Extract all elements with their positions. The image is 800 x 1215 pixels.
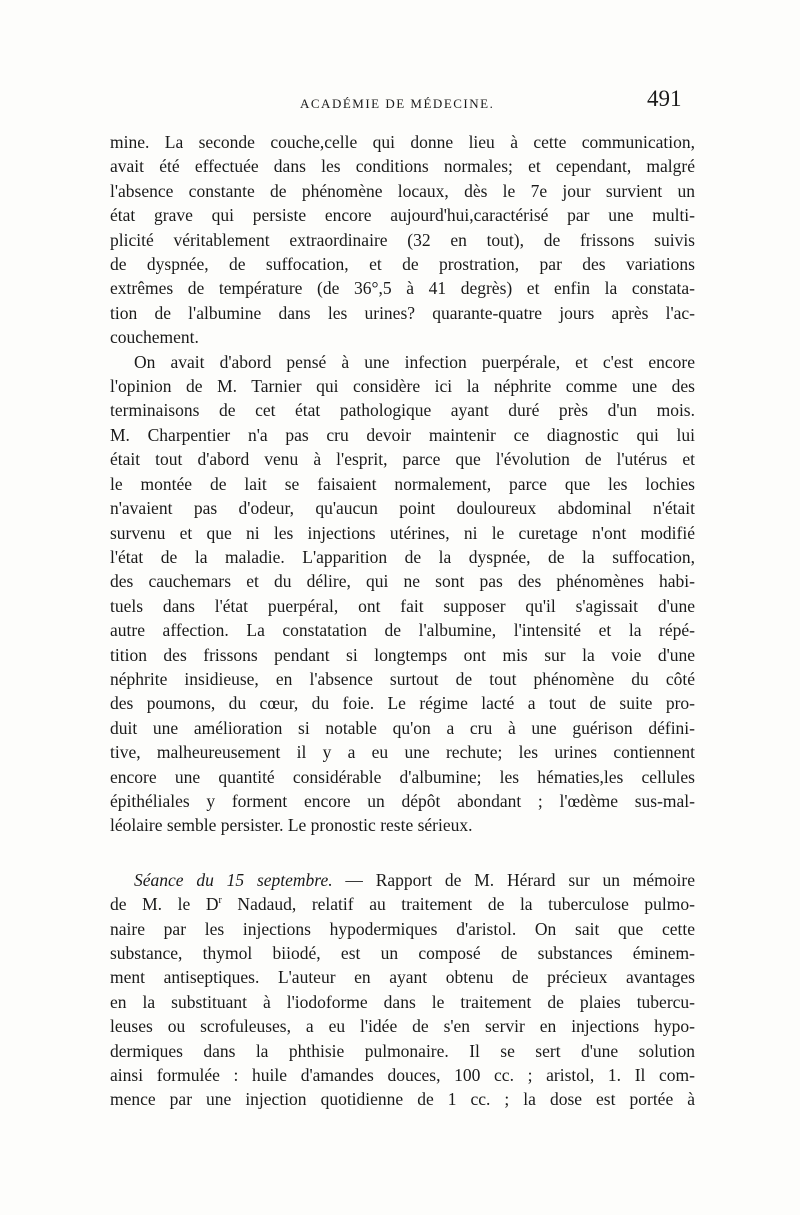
text-line <box>110 892 695 916</box>
text-line: couchement. <box>110 327 199 348</box>
text-line: dermiques dans la phthisie pulmonaire. Il se sert d'une solution <box>110 1040 695 1061</box>
text-line: ment antiseptiques. L'auteur en ayant obtenu de précieux avantages <box>110 967 695 988</box>
text-line: extrêmes de température (de 36°,5 à 41 degrès) et enfin la constata- <box>110 278 695 299</box>
paragraph-1 <box>110 130 695 350</box>
text-line: des cauchemars et du délire, qui ne sont pas des phénomènes habi- <box>110 571 695 592</box>
line-start: de M. le D <box>110 894 219 915</box>
section-gap <box>110 838 695 868</box>
session-date: Séance du 15 septembre. <box>134 869 333 890</box>
text-line <box>110 868 695 892</box>
text-line: l'état de la maladie. L'apparition de la dyspnée, de la suffocation, <box>110 546 695 567</box>
text-line: ainsi formulée : huile d'amandes douces, 100 cc. ; aristol, 1. Il com- <box>110 1065 695 1086</box>
text-line: léolaire semble persister. Le pronostic reste sérieux. <box>110 815 473 836</box>
text-line: n'avaient pas d'odeur, qu'aucun point douloureux abdominal n'était <box>110 498 695 519</box>
report-heading: — Rapport de M. Hérard sur un mémoire <box>332 869 696 890</box>
superscript: r <box>218 895 222 907</box>
paragraph-2 <box>110 350 695 838</box>
text-line: des poumons, du cœur, du foie. Le régime lacté a tout de suite pro- <box>110 693 695 714</box>
text-line: l'absence constante de phénomène locaux, dès le 7e jour survient un <box>110 180 695 201</box>
text-line: mine. La seconde couche,celle qui donne lieu à cette communication, <box>110 132 695 152</box>
text-line: de dyspnée, de suffocation, et de prostration, par des variations <box>110 254 695 275</box>
text-line: tive, malheureusement il y a eu une rechute; les urines contiennent <box>110 742 695 763</box>
text-line: tion de l'albumine dans les urines? quarante-quatre jours après l'ac- <box>110 302 695 323</box>
text-line: tuels dans l'état puerpéral, ont fait supposer qu'il s'agissait d'une <box>110 595 695 616</box>
text-line: plicité véritablement extraordinaire (32 en tout), de frissons suivis <box>110 229 695 250</box>
text-line: avait été effectuée dans les conditions normales; et cependant, malgré <box>110 156 695 177</box>
text-line: néphrite insidieuse, en l'absence surtout de tout phénomène du côté <box>110 668 695 689</box>
text-line: On avait d'abord pensé à une infection puerpérale, et c'est encore <box>134 351 695 372</box>
text-line: était tout d'abord venu à l'esprit, parce que l'évolution de l'utérus et <box>110 449 695 470</box>
text-line: mence par une injection quotidienne de 1 cc. ; la dose est portée à <box>110 1089 695 1110</box>
body-text <box>110 130 695 1112</box>
text-line: épithéliales y forment encore un dépôt abondant ; l'œdème sus-mal- <box>110 790 695 811</box>
text-line: naire par les injections hypodermiques d'aristol. On sait que cette <box>110 918 695 939</box>
text-line: leuses ou scrofuleuses, a eu l'idée de s'en servir en injections hypo- <box>110 1016 695 1037</box>
text-line: tition des frissons pendant si longtemps ont mis sur la voie d'une <box>110 644 695 665</box>
text-line: duit une amélioration si notable qu'on a cru à une guérison défini- <box>110 717 695 738</box>
running-head: ACADÉMIE DE MÉDECINE. <box>300 96 495 111</box>
text-line: M. Charpentier n'a pas cru devoir maintenir ce diagnostic qui lui <box>110 424 695 445</box>
paragraph-3 <box>110 868 695 1112</box>
text-line: autre affection. La constatation de l'albumine, l'intensité et la répé- <box>110 620 695 641</box>
text-line: le montée de lait se faisaient normalement, parce que les lochies <box>110 473 695 494</box>
line-rest: Nadaud, relatif au traitement de la tuberculose pulmo- <box>221 894 695 915</box>
text-line: terminaisons de cet état pathologique ayant duré près d'un mois. <box>110 400 695 421</box>
text-line: encore une quantité considérable d'albumine; les hématies,les cellules <box>110 766 695 787</box>
page-number: 491 <box>647 86 682 111</box>
text-line: en la substituant à l'iodoforme dans le traitement de plaies tubercu- <box>110 991 695 1012</box>
text-line: état grave qui persiste encore aujourd'hui,caractérisé par une multi- <box>110 205 695 226</box>
text-line: substance, thymol biiodé, est un composé de substances éminem- <box>110 943 695 963</box>
text-line: l'opinion de M. Tarnier qui considère ici la néphrite comme une des <box>110 376 695 397</box>
text-line: survenu et que ni les injections utérines, ni le curetage n'ont modifié <box>110 522 695 543</box>
